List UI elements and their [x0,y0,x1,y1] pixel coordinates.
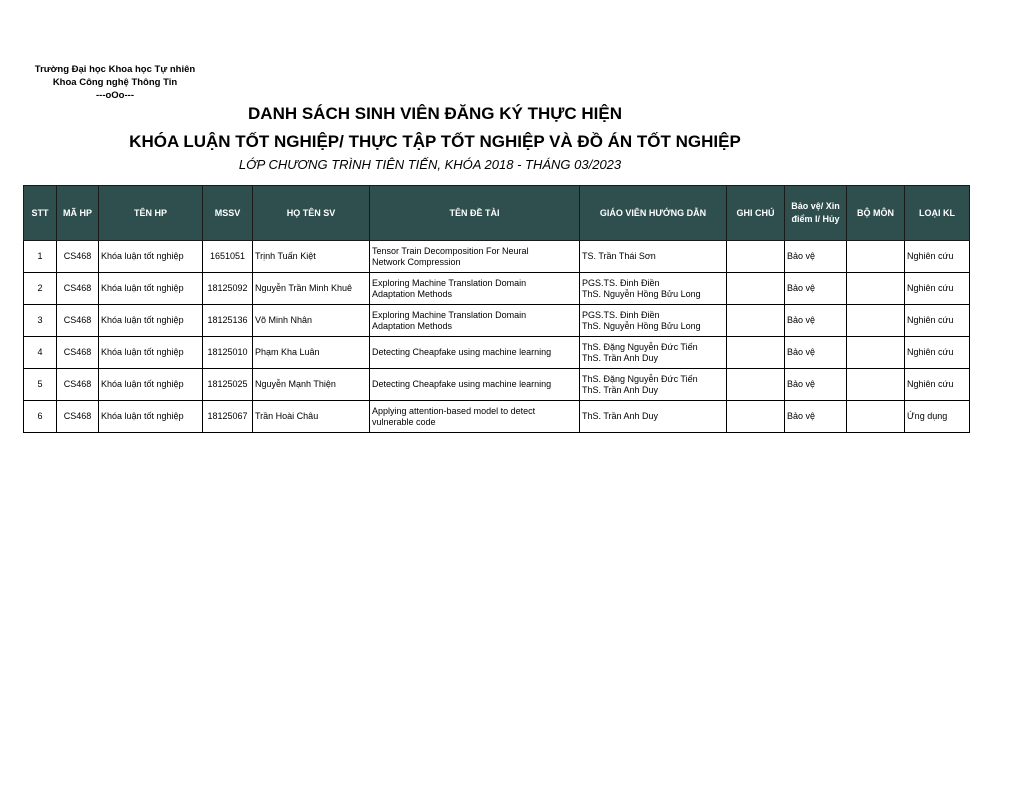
cell-loai-kl: Nghiên cứu [905,337,970,369]
gvhd-line: TS. Trần Thái Sơn [582,251,656,261]
column-header: MÃ HP [57,186,99,241]
de-tai-line: Exploring Machine Translation Domain [372,277,527,288]
cell-ma-hp: CS468 [57,337,99,369]
cell-de-tai [370,273,580,305]
cell-mssv: 18125092 [203,273,253,305]
university-name: Trường Đại học Khoa học Tự nhiên [34,64,196,75]
faculty-name: Khoa Công nghệ Thông Tin [52,77,178,88]
student-table [23,185,970,433]
column-header: GHI CHÚ [727,186,785,241]
cell-ma-hp: CS468 [57,273,99,305]
table-row [24,273,970,305]
cell-bao-ve: Bảo vệ [785,337,847,369]
cell-ghi-chu [727,241,785,273]
cell-ghi-chu [727,337,785,369]
cell-de-tai [370,305,580,337]
table-row [24,241,970,273]
gvhd-line: PGS.TS. Đinh Điền [582,277,660,288]
cell-stt: 5 [24,369,57,401]
table-header-row [24,186,970,241]
cell-bo-mon [847,401,905,433]
table-row [24,401,970,433]
cell-bao-ve: Bảo vệ [785,401,847,433]
cell-gvhd [580,305,727,337]
gvhd-line: ThS. Trần Anh Duy [582,384,659,395]
cell-de-tai [370,401,580,433]
header-divider: ---oOo--- [96,90,134,101]
cell-mssv: 1651051 [203,241,253,273]
column-header: TÊN ĐỀ TÀI [370,186,580,241]
cell-bo-mon [847,369,905,401]
cell-loai-kl: Nghiên cứu [905,273,970,305]
cell-ho-ten: Võ Minh Nhân [253,305,370,337]
column-header: HỌ TÊN SV [253,186,370,241]
cell-mssv: 18125010 [203,337,253,369]
cell-ho-ten: Trịnh Tuấn Kiệt [253,241,370,273]
gvhd-line: ThS. Trần Anh Duy [582,352,659,363]
de-tai-line: Applying attention-based model to detect [372,405,536,416]
column-header: STT [24,186,57,241]
de-tai-line: Detecting Cheapfake using machine learning [372,379,552,389]
cell-ten-hp: Khóa luận tốt nghiệp [99,401,203,433]
cell-ho-ten: Trần Hoài Châu [253,401,370,433]
cell-stt: 6 [24,401,57,433]
table-row [24,305,970,337]
cell-bao-ve: Bảo vệ [785,369,847,401]
de-tai-line: vulnerable code [372,416,436,427]
cell-ma-hp: CS468 [57,369,99,401]
gvhd-line: PGS.TS. Đinh Điền [582,309,660,320]
cell-mssv: 18125136 [203,305,253,337]
cell-ten-hp: Khóa luận tốt nghiệp [99,369,203,401]
gvhd-line: ThS. Đặng Nguyễn Đức Tiến [582,373,698,384]
de-tai-line: Tensor Train Decomposition For Neural [372,245,529,256]
document-title-line2: KHÓA LUẬN TỐT NGHIỆP/ THỰC TẬP TỐT NGHIỆP VÀ ĐỒ ÁN TỐT NGHIỆP [129,132,741,151]
de-tai-line: Exploring Machine Translation Domain [372,309,527,320]
column-header: Bảo vệ/ Xin điểm I/ Hủy [785,186,847,241]
cell-ma-hp: CS468 [57,241,99,273]
cell-gvhd [580,241,727,273]
cell-mssv: 18125025 [203,369,253,401]
cell-ten-hp: Khóa luận tốt nghiệp [99,337,203,369]
document-subtitle: LỚP CHƯƠNG TRÌNH TIÊN TIẾN, KHÓA 2018 - THÁNG 03/2023 [238,157,622,172]
table-row [24,337,970,369]
cell-ghi-chu [727,305,785,337]
column-header: LOẠI KL [905,186,970,241]
cell-ghi-chu [727,273,785,305]
cell-ho-ten: Nguyễn Trần Minh Khuê [253,273,370,305]
cell-ten-hp: Khóa luận tốt nghiệp [99,241,203,273]
cell-gvhd [580,401,727,433]
de-tai-line: Detecting Cheapfake using machine learning [372,347,552,357]
cell-gvhd [580,337,727,369]
cell-bo-mon [847,273,905,305]
cell-de-tai [370,369,580,401]
cell-loai-kl: Nghiên cứu [905,369,970,401]
cell-ho-ten: Phạm Kha Luân [253,337,370,369]
table-row [24,369,970,401]
column-header: TÊN HP [99,186,203,241]
cell-stt: 4 [24,337,57,369]
cell-loai-kl: Nghiên cứu [905,241,970,273]
cell-stt: 1 [24,241,57,273]
cell-ghi-chu [727,401,785,433]
cell-stt: 2 [24,273,57,305]
cell-bao-ve: Bảo vệ [785,241,847,273]
column-header: MSSV [203,186,253,241]
cell-ten-hp: Khóa luận tốt nghiệp [99,305,203,337]
document-title: DANH SÁCH SINH VIÊN ĐĂNG KÝ THỰC HIỆN [248,104,622,123]
column-header: GIÁO VIÊN HƯỚNG DẪN [580,186,727,241]
organization-header [20,63,210,102]
cell-ma-hp: CS468 [57,305,99,337]
gvhd-line: ThS. Nguyễn Hồng Bửu Long [582,288,701,299]
de-tai-line: Adaptation Methods [372,288,453,299]
cell-loai-kl: Nghiên cứu [905,305,970,337]
column-header: BỘ MÔN [847,186,905,241]
gvhd-line: ThS. Trần Anh Duy [582,411,659,421]
cell-bao-ve: Bảo vệ [785,273,847,305]
gvhd-line: ThS. Đặng Nguyễn Đức Tiến [582,341,698,352]
cell-de-tai [370,337,580,369]
cell-bo-mon [847,305,905,337]
cell-ho-ten: Nguyễn Mạnh Thiện [253,369,370,401]
gvhd-line: ThS. Nguyễn Hồng Bửu Long [582,320,701,331]
cell-bao-ve: Bảo vệ [785,305,847,337]
cell-ghi-chu [727,369,785,401]
cell-gvhd [580,273,727,305]
cell-ma-hp: CS468 [57,401,99,433]
cell-de-tai [370,241,580,273]
cell-ten-hp: Khóa luận tốt nghiệp [99,273,203,305]
cell-bo-mon [847,337,905,369]
cell-loai-kl: Ứng dụng [905,401,970,433]
cell-stt: 3 [24,305,57,337]
de-tai-line: Network Compression [372,256,461,267]
cell-mssv: 18125067 [203,401,253,433]
cell-bo-mon [847,241,905,273]
de-tai-line: Adaptation Methods [372,320,453,331]
cell-gvhd [580,369,727,401]
